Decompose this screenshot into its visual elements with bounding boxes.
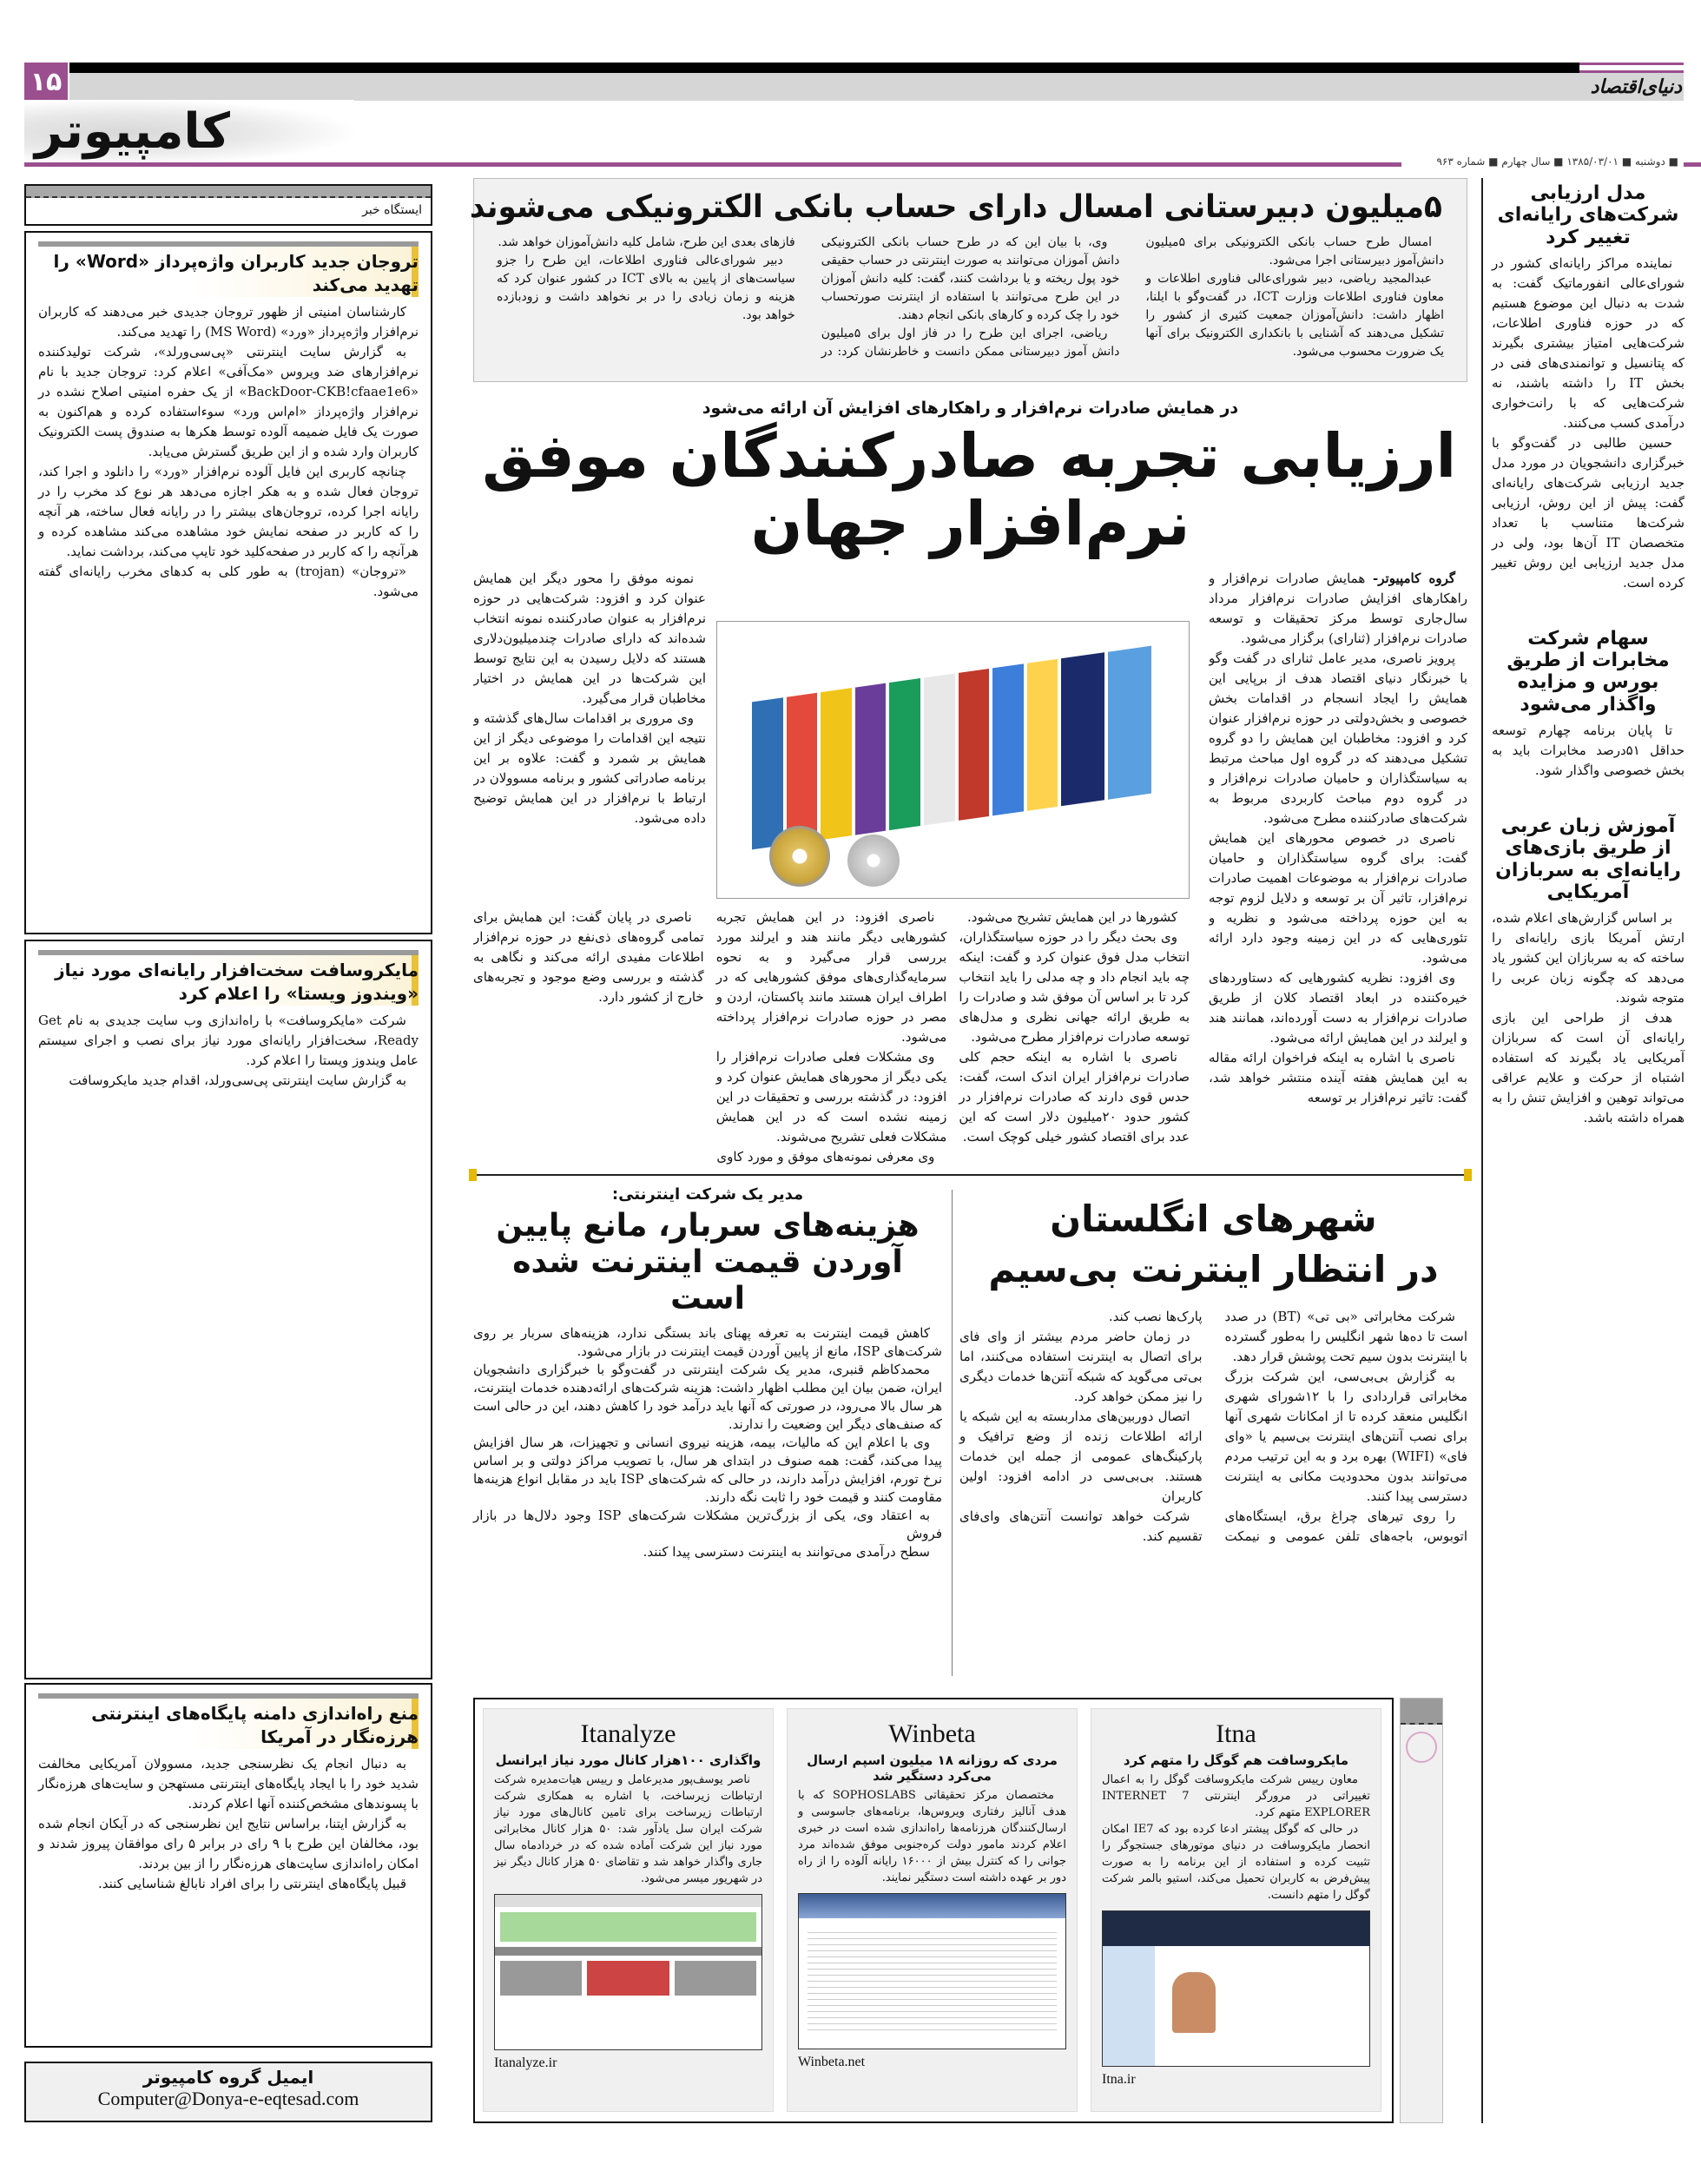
divider-end-marker	[1464, 1169, 1472, 1181]
card-headline: واگذاری ۱۰۰هزار کانال مورد نیاز ایرانسل	[495, 1752, 761, 1768]
paragraph: به اعتقاد وی، یکی از بزرگ‌ترین مشکلات شرکت‌های ISP وجود دلال‌ها در بازار فروش	[473, 1507, 942, 1541]
paragraph: ناصر یوسف‌پور مدیرعامل و رییس هیات‌مدیره شرکت ارتباطات زیرساخت، با اشاره به همکاری شرکت ارتباطات زیرساخت برای تامین کانال‌های مورد نیاز شرکت ایران سل یادآور شد: ۵۰ هزار کانال مخابراتی مورد نیاز این شرکت آماده شده که در خردادماه سال جاری واگذار خواهد شد و تقاضای ۵۰ هزار کانال دیگر نیز در شهریور میسر می‌شود.	[494, 1773, 762, 1885]
article-evaluation-model	[1492, 182, 1685, 593]
article-title: مایکروسافت سخت‌افزار رایانه‌ای مورد نیاز «ویندوز ویستا» را اعلام کرد	[38, 950, 419, 1006]
website-screenshot	[798, 1893, 1066, 2049]
main-story-col-left	[473, 569, 706, 903]
news-station-label: ایستگاه خبر	[362, 203, 422, 217]
card-caption: Itna.ir	[1102, 2072, 1136, 2087]
website-screenshot	[494, 1894, 762, 2050]
paragraph: چنانچه کاربری این فایل آلوده نرم‌افزار «ورد» را دانلود و اجرا کند، تروجان فعال شده و به هکر اجازه می‌دهد هر نوع کد مخرب را در رایانه اجرا کرده، تروجان‌های بیشتر را در رایانه فعال ساخته، هر آنچه را که کاربر در صفحه نمایش خود مشاهده می‌کند مشاهده کرده و هرآنچه را که کاربر در صفحه‌کلید خود تایپ می‌کند، برداشت نماید.	[38, 464, 419, 559]
paragraph: به گزارش سایت اینترنتی «پی‌سی‌ورلد»، شرکت تولیدکننده نرم‌افزارهای ضد ویروس «مک‌آفی» اعلام کرد: تروجان جدید با نام «BackDoor-CKB!cfaae1e6» از یک حفره امنیتی اصلاح نشده در نرم‌افزار واژه‌پرداز «ام‌اس ورد» سوءاستفاده کرده و هم‌اکنون به صورت یک فایل ضمیمه آلوده توسط هکرها به صندوق پست الکترونیک کاربران وارد شده و از این طریق گسترش می‌یابد.	[38, 344, 419, 459]
paragraph: کاهش قیمت اینترنت به تعرفه پهنای باند بستگی ندارد، هزینه‌های سربار بر روی شرکت‌های ISP، مانع از پایین آوردن قیمت اینترنت در بازار می‌شود.	[473, 1324, 942, 1359]
paragraph: شرکت «مایکروسافت» با راه‌اندازی وب سایت جدیدی به نام Get Ready، سخت‌افزار رایانه‌ای مورد نیاز برای نصب و اجرای سیستم عامل ویندوز ویستا را اعلام کرد.	[38, 1013, 419, 1068]
article-telecom-shares	[1492, 628, 1685, 781]
globe-icon	[1406, 1732, 1437, 1763]
article-isp-costs	[473, 1186, 942, 1561]
website-screenshot	[1102, 1910, 1370, 2067]
paragraph: کارشناسان امنیتی از ظهور تروجان جدیدی خبر می‌دهند که کاربران نرم‌افزار واژه‌پرداز «ورد» (MS Word) را تهدید می‌کند.	[38, 304, 419, 340]
right-column	[1492, 182, 1685, 1128]
paragraph: ناصری با اشاره به اینکه فراخوان ارائه مقاله به این همایش هفته آینده منتشر خواهد شد، گفت: تاثیر نرم‌افزار بر توسعه	[1209, 1050, 1467, 1105]
card-source: Winbeta	[888, 1719, 976, 1748]
paragraph: هدف از طراحی این بازی رایانه‌ای آن است که سربازان آمریکایی یاد بگیرند که استفاده اشتباه از حرکت و علایم عراقی می‌تواند توهین و افزایش تنش را به همراه داشته باشد.	[1492, 1010, 1685, 1126]
card-headline: مردی که روزانه ۱۸ میلیون اسپم ارسال می‌کرد دستگیر شد	[807, 1752, 1058, 1784]
column-divider	[1481, 178, 1483, 2123]
article-title: هزینه‌های سربار، مانع پایین آوردن قیمت اینترنت شده است	[496, 1207, 920, 1316]
headline-line: نرم‌افزار جهان	[750, 488, 1190, 559]
paragraph: محمدکاظم قنبری، مدیر یک شرکت اینترنتی در گفت‌وگو با خبرگزاری دانشجویان ایران، ضمن بیان این مطلب اظهار داشت: هزینه شرکت‌های ارائه‌دهنده خدمات اینترنت، هر سال بالا می‌رود، در صورتی که آنها باید درآمد خود را کاهش دهند، این در حالی است که صنف‌های دیگر این وضعیت را ندارند.	[473, 1361, 942, 1432]
headline-line: شهرهای انگلستان	[1050, 1198, 1377, 1240]
paragraph: وی مروری بر اقدامات سال‌های گذشته و نتیجه این اقدامات را موضوعی دیگر از این همایش بر شمرد و گفت: علاوه بر این برنامه صادراتی کشور و برنامه مسوولان در ارتباط با نرم‌افزار در این همایش توضیح داده می‌شود.	[473, 710, 706, 826]
cd-disc	[769, 826, 830, 887]
article-kicker: مدیر یک شرکت اینترنتی:	[611, 1185, 804, 1204]
paragraph: سطح درآمدی می‌توانند به اینترنت دسترسی پیدا کنند.	[643, 1543, 930, 1560]
masthead-black-bar	[69, 63, 1684, 73]
main-story-kicker: در همایش صادرات نرم‌افزار و راهکارهای افزایش آن ارائه می‌شود	[702, 399, 1239, 418]
paragraph: قبیل پایگاه‌های اینترنتی را برای افراد نابالغ شناسایی کنند.	[97, 1876, 406, 1891]
page-number: ۱۵	[24, 63, 68, 102]
paragraph: وی مشکلات فعلی صادرات نرم‌افزار را یکی دیگر از محورهای همایش عنوان کرد و افزود: در گذشته بررسی و تحقیقات در این زمینه نشده است که در این همایش مشکلات فعلی تشریح می‌شوند.	[715, 1049, 947, 1145]
paragraph: ناصری در خصوص محورهای این همایش گفت: برای گروه سیاستگذاران و حامیان صادرات نرم‌افزار به موضوعات اهمیت صادرات نرم‌افزار، تاثیر آن بر توسعه و دلایل لزوم توجه به این حوزه پرداخته می‌شود و نظریه و تئوری‌هایی که در این زمینه وجود دارد ارائه می‌شود.	[1209, 830, 1467, 966]
paragraph: معاون رییس شرکت مایکروسافت گوگل را به اعمال تغییراتی در مرورگر اینترنتی INTERNET 7 EXPLORER متهم کرد.	[1102, 1773, 1370, 1819]
software-boxes-photo	[716, 621, 1190, 899]
paragraph: وی افزود: نظریه کشورهایی که دستاوردهای خیره‌کننده در ابعاد اقتصاد کلان از طریق صادرات نرم‌افزار به دست آورده‌اند، همانند هند و ایرلند در این همایش ارائه می‌شود.	[1209, 970, 1467, 1046]
paragraph: تا پایان برنامه چهارم توسعه حداقل ۵۱درصد مخابرات باید به بخش خصوصی واگذار شود.	[1492, 723, 1685, 779]
main-story-headline	[473, 422, 1467, 558]
paragraph: ریاضی، اجرای این طرح را در فاز اول برای ۵میلیون دانش آموز دبیرستانی ممکن دانست و خاطرنشان کرد: در فازهای بعدی این طرح، شامل کلیه دانش‌آموزان خواهد شد.	[498, 235, 1120, 360]
top-story-box	[469, 178, 1467, 382]
paragraph: حسین طالبی در گفت‌وگو با خبرگزاری دانشجویان در مورد مدل جدید ارزیابی شرکت‌های رایانه‌ای گفت: پیش از این روش، ارزیابی شرکت‌ها متناسب با تعداد متخصصان IT آن‌ها بود، ولی در مدل جدید ارزیابی این روش تغییر کرده است.	[1492, 434, 1685, 591]
email-label: ایمیل گروه کامپیوتر	[142, 2067, 314, 2088]
paragraph: وی با اعلام این که مالیات، بیمه، هزینه نیروی انسانی و تجهیزات، هر سال افزایش پیدا می‌کند، گفت: همه صنوف در ابتدای هر سال، با تصویب مراکز دولتی و بر اساس نرخ تورم، افزایش درآمد دارند، در حالی که شرکت‌های ISP باید در مقابل انواع هزینه‌ها مقاومت کنند و قیمت خود را ثابت نگه دارند.	[473, 1434, 942, 1505]
headline-line: در انتظار اینترنت بی‌سیم	[988, 1248, 1439, 1290]
paragraph: مختصصان مرکز تحقیقاتی SOPHOSLABS که با هدف آنالیز رفتاری ویروس‌ها، برنامه‌های جاسوسی و ارسال‌کنندگان هرزنامه‌ها راه‌اندازی شده است در خبری اعلام کردند مامور دولت کره‌جنوبی موفق شده‌اند مرد جوانی را که کنترل بیش از ۱۶۰۰۰ رایانه آلوده را از راه دور بر عهده داشته است دستگیر نمایند.	[798, 1789, 1066, 1884]
news-card-itna	[1091, 1708, 1381, 2112]
card-caption: Itanalyze.ir	[494, 2055, 557, 2070]
paragraph: بر اساس گزارش‌های اعلام شده، ارتش آمریکا بازی رایانه‌ای را ساخته که به سربازان این کشور یاد می‌دهد که چگونه زبان عربی را متوجه شوند.	[1492, 910, 1685, 1006]
card-headline: مایکروسافت هم گوگل را متهم کرد	[1123, 1752, 1349, 1768]
column-divider	[952, 1190, 953, 1676]
news-box-side-strip	[1400, 1698, 1443, 2123]
top-story-title: ۵میلیون دبیرستانی امسال دارای حساب بانکی الکترونیکی می‌شوند	[469, 189, 1442, 225]
paragraph: را روی تیرهای چراغ برق، ایستگاه‌های اتوبوس، باجه‌های تلفن عمومی و نیمکت پارک‌ها نصب کند.	[1108, 1309, 1467, 1544]
article-vista-hardware	[24, 940, 432, 1679]
paragraph: پرویز ناصری، مدیر عامل ثنارای در گفت وگو با خبرنگار دنیای اقتصاد هدف از برپایی این همایش را ایجاد انسجام در اقدامات بخش خصوصی و بخش‌دولتی در حوزه نرم‌افزار عنوان کرد و افزود: مخاطبان این همایش را دو گروه تشکیل می‌دهند که در گروه اول مباحث مرتبط به سیاستگذاران و حامیان صادرات نرم‌افزار و در گروه دوم مباحث کاربردی مربوط به شرکت‌های صادرکننده مطرح می‌شود.	[1209, 650, 1467, 826]
paragraph: «تروجان» (trojan) به طور کلی به کدهای مخرب رایانه‌ای گفته می‌شود.	[38, 564, 419, 599]
section-rule	[24, 162, 1401, 167]
paragraph: نماینده مراکز رایانه‌ای کشور در شورای‌عالی انفورماتیک گفت: به شدت به دنبال این موضوع هستیم که در حوزه فناوری اطلاعات، شرکت‌هایی امتیاز بیشتری بگیرند که پتانسیل و توانمندی‌های فنی در بخش IT را داشته باشند، نه شرکت‌هایی که با رانت‌خواری درآمدی کسب می‌کنند.	[1492, 254, 1685, 431]
section-divider	[473, 1174, 1467, 1176]
headline-line: ارزیابی تجربه صادرکنندگان موفق	[482, 420, 1457, 492]
software-boxes-illustration	[752, 646, 1151, 850]
date-line: ■ دوشنبه ■ ۱۳۸۵/۰۳/۰۱ ■ سال چهارم ■ شماره ۹۶۳	[1436, 155, 1678, 168]
news-sources-box	[473, 1698, 1394, 2123]
article-arabic-games	[1492, 815, 1685, 1128]
cd-disc	[847, 835, 900, 887]
main-story-col-under	[473, 907, 1190, 1168]
news-card-winbeta	[787, 1708, 1078, 2112]
paragraph: شرکت مخابراتی «بی تی» (BT) در صدد است تا ده‌ها شهر انگلیس را به‌طور گسترده با اینترنت بدون سیم تحت پوشش قرار دهد.	[1224, 1309, 1467, 1364]
card-caption: Winbeta.net	[798, 2055, 866, 2069]
news-station-header	[24, 184, 432, 226]
paragraph: در حالی که گوگل پیشتر ادعا کرده بود که IE7 امکان انحصار مایکروسافت در دنیای موتورهای جستجوگر را تثبیت کرده و استفاده از این برنامه را به صورت پیش‌فرض به کاربران تحمیل می‌کند، استیو بالمر شرکت گوگل را متهم دانست.	[1102, 1823, 1370, 1902]
article-word-trojan	[24, 231, 432, 934]
paragraph: ناصری در پایان گفت: این همایش برای تمامی گروه‌های ذی‌نفع در حوزه نرم‌افزار اطلاعات مفیدی ارائه می‌کند و نگاهی به گذشته و بررسی وضع موجود و تجربه‌های خارج از کشور دارد.	[473, 909, 704, 1005]
paragraph: وی معرفی نمونه‌های موفق و مورد کاوی	[716, 1149, 935, 1165]
article-title: تروجان جدید کاربران واژه‌پرداز «Word» را تهدید می‌کند	[38, 241, 419, 297]
paragraph: همایش صادرات نرم‌افزار و راهکارهای افزایش صادرات نرم‌افزار مرداد سال‌جاری توسط مرکز تحقیقات و توسعه صادرات نرم‌افزار (ثنارای) برگزار می‌شود.	[1209, 571, 1467, 646]
paragraph: به دنبال انجام یک نظرسنجی جدید، مسوولان آمریکایی مخالفت شدید خود را با ایجاد پایگاه‌های اینترنتی مستهجن و سایت‌های هرزه‌نگار با پسوندهای مشخص‌کننده آنها اعلام کردند.	[38, 1756, 419, 1811]
article-title: سهام شرکت مخابرات از طریق بورس و مزایده واگذار می‌شود	[1507, 627, 1670, 716]
paragraph: ناصری افزود: در این همایش تجربه کشورهایی دیگر مانند هند و ایرلند مورد بررسی قرار می‌گیرد و به نحوه سرمایه‌گذاری‌های موفق کشورهایی که در اطراف ایران هستند مانند پاکستان، اردن و مصر در حوزه صادرات نرم‌افزار پرداخته می‌شود.	[715, 909, 947, 1045]
masthead-gray-bar	[69, 73, 1684, 101]
divider-end-marker	[469, 1169, 477, 1181]
card-source: Itanalyze	[580, 1719, 676, 1748]
section-title: کامپیوتر	[35, 103, 230, 160]
paragraph: امسال طرح حساب بانکی الکترونیکی برای ۵میلیون دانش‌آموز دبیرستانی اجرا می‌شود.	[1145, 235, 1444, 268]
main-story-col-right	[1209, 569, 1467, 1168]
logo-accent-lines	[1579, 63, 1684, 73]
paragraph: کشورها در این همایش تشریح می‌شود.	[967, 909, 1177, 925]
paragraph: دبیر شورای‌عالی فناوری اطلاعات، این طرح را جزو سیاست‌های از پایین به بالای ICT در کشور عنوان کرد که هزینه و زمان زیادی را در بر نخواهد داشت و زودبازده خواهد بود.	[497, 254, 795, 323]
email-box	[24, 2062, 432, 2122]
news-card-itanalyze	[483, 1708, 774, 2112]
card-source: Itna	[1216, 1719, 1256, 1748]
byline: گروه کامپیوتر-	[1373, 571, 1455, 586]
paragraph: عبدالمجید ریاضی، دبیر شورای‌عالی فناوری اطلاعات و معاون فناوری اطلاعات وزارت ICT، در گفت‌وگو با ایلنا، اظهار داشت: دانش‌آموزان جمعیت کثیری از کشور را تشکیل می‌دهند که آشنایی با بانکداری الکترونیک برای آنها یک ضرورت محسوب می‌شود.	[1145, 272, 1444, 360]
paragraph: به گزارش سایت اینترنتی پی‌سی‌ورلد، اقدام جدید مایکروسافت	[69, 1072, 406, 1088]
newspaper-logo: دنیای‌اقتصاد	[1590, 76, 1682, 98]
article-title: منع راه‌اندازی دامنه پایگاه‌های اینترنتی هرزه‌نگار در آمریکا	[38, 1693, 419, 1749]
paragraph: اتصال دوربین‌های مداربسته به این شبکه یا ارائه اطلاعات زنده از وضع ترافیک و پارکینگ‌های عمومی از جمله این خدمات هستند. بی‌بی‌سی در ادامه افزود: اولین کاربران	[959, 1409, 1203, 1504]
article-title: مدل ارزیابی شرکت‌های رایانه‌ای تغییر کرد	[1497, 182, 1679, 248]
paragraph: شرکت خواهد توانست آنتن‌های وای‌فای تقسیم کند.	[959, 1508, 1203, 1544]
article-title: آموزش زبان عربی از طریق بازی‌های رایانه‌ای به سربازان آمریکایی	[1495, 815, 1681, 903]
paragraph: ناصری با اشاره به اینکه حجم کلی صادرات نرم‌افزار ایران اندک است، گفت: حدس قوی دارند که صادرات نرم‌افزار در کشور حدود ۲۰میلیون دلار است که این عدد برای اقتصاد کشور خیلی کوچک است.	[959, 1049, 1190, 1145]
email-address[interactable]: Computer@Donya-e-eqtesad.com	[97, 2088, 359, 2109]
main-story-col-under-frame	[473, 907, 1190, 1168]
paragraph: به گزارش بی‌بی‌سی، این شرکت بزرگ مخابراتی قراردادی را با ۱۲شورای شهری انگلیس منعقد کرده تا از امکانات شهری آنها برای نصب آنتن‌های اینترنت بی‌سیم یا «وای فای» (WIFI) بهره برد و به این ترتیب مردم می‌توانند بدون محدودیت مکانی به اینترنت دسترسی پیدا کنند.	[1224, 1369, 1468, 1504]
paragraph: در زمان حاضر مردم بیشتر از وای فای برای اتصال به اینترنت استفاده می‌کنند، اما بی‌تی می‌گوید که شبکه آنتن‌ها خدمات دیگری را نیز ممکن خواهد کرد.	[959, 1329, 1203, 1404]
article-domain-ban	[24, 1683, 432, 2048]
article-uk-wifi	[959, 1194, 1467, 1547]
paragraph: وی بحث دیگر را در حوزه سیاستگذاران، انتخاب مدل فوق عنوان کرد و گفت: اینکه چه باید انجام داد و چه مدلی را باید انتخاب کرد تا بر اساس آن موفق شد و صادرات را به طریق ارائه جهانی نظری و مدل‌های توسعه صادرات نرم‌افزار مطرح می‌شود.	[959, 929, 1190, 1045]
paragraph: به گزارش ایتنا، براساس نتایج این نظرسنجی که در آیکان انجام شده بود، مخالفان این طرح با ۹ رای در برابر ۵ رای موافقان پیروز شدند و امکان راه‌اندازی سایت‌های هرزه‌نگار را از بین بردند.	[38, 1816, 419, 1871]
section-rule-end	[1684, 162, 1701, 167]
paragraph: نمونه موفق را محور دیگر این همایش عنوان کرد و افزود: شرکت‌هایی در حوزه نرم‌افزار به عنوان صادرکننده نمونه انتخاب شده‌اند که دارای صادرات چندمیلیون‌دلاری هستند که دلایل رسیدن به این نتایج توسط این شرکت‌ها در این همایش در اختیار مخاطبان قرار می‌گیرد.	[473, 571, 706, 706]
paragraph: وی، با بیان این که در طرح حساب بانکی الکترونیکی دانش آموزان می‌توانند به صورت اینترنتی در حساب حقیقی خود پول ریخته و یا برداشت کنند، گفت: کلیه دانش آموزان در این طرح می‌توانند با استفاده از اینترنت صورتحساب خود را چک کرده و کارهای بانکی انجام دهند.	[821, 235, 1120, 323]
